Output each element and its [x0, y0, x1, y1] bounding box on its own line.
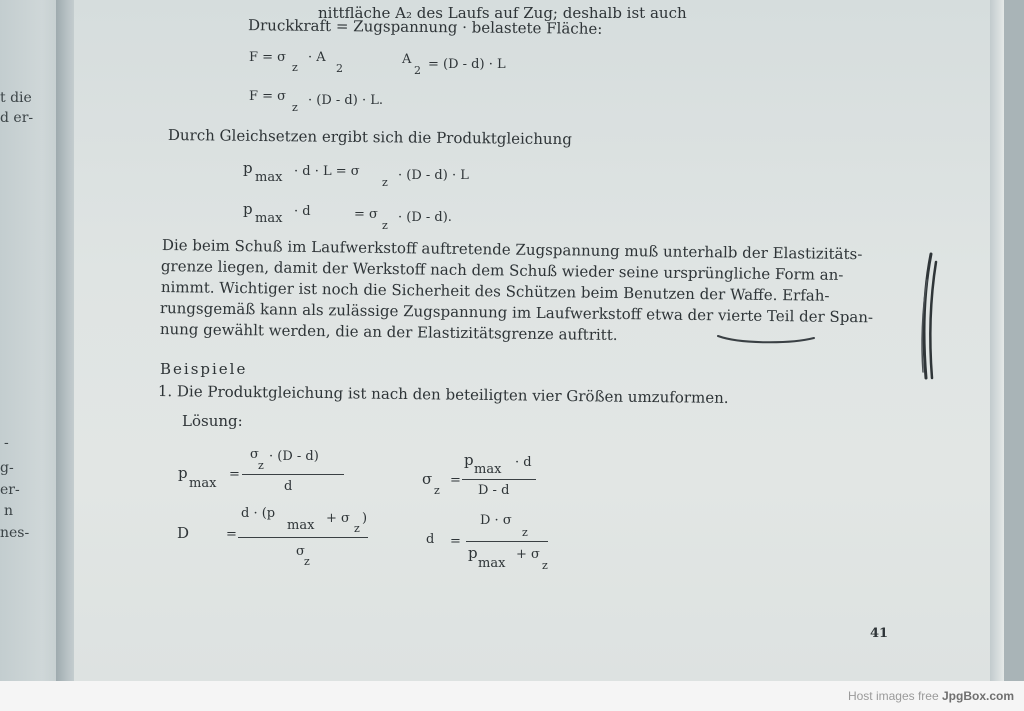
eq3-rest: · (D - d) · L [398, 168, 469, 183]
f3-num-rest-sub: z [354, 522, 360, 535]
top-line: nittfläche A₂ des Laufs auf Zug; deshalb ist auch [318, 4, 687, 22]
druckkraft-line: Druckkraft = Zugspannung · belastete Fläche: [247, 16, 603, 38]
f4-num-sub: z [522, 526, 528, 539]
paragraph-line: Die beim Schuß im Laufwerkstoff auftretende Zugspannung muß unterhalb der Elastizitäts- [161, 236, 863, 264]
f1-num-sub: z [258, 459, 264, 472]
eq3-mid: · d · L = σ [294, 164, 360, 179]
f2-lhs-sub: z [434, 484, 440, 497]
f2-num: p [464, 451, 474, 469]
f4-den-rest: + σ [516, 547, 540, 562]
eq4-p-sub: max [255, 211, 283, 226]
left-page-fragment: t die [0, 90, 32, 106]
eq2-sub: z [292, 101, 298, 114]
f2-num-rest: · d [515, 455, 532, 470]
f2-lhs: σ [422, 470, 433, 488]
eq1-left: F = σ [249, 50, 287, 65]
left-page-fragment: n [4, 503, 14, 519]
f3-num: d · (p [241, 506, 276, 521]
left-page-fragment: nes- [0, 525, 30, 541]
eq2-rest: · (D - d) · L. [308, 93, 383, 108]
f3-den-sub: z [304, 555, 310, 568]
eq1-left-rest-sub: 2 [336, 62, 343, 75]
eq2-left: F = σ [249, 89, 287, 104]
gleichsetzen-line: Durch Gleichsetzen ergibt sich die Produktgleichung [167, 126, 572, 149]
f3-lhs: D [177, 524, 190, 542]
f4-equals: = [450, 534, 461, 549]
image-host-footer [0, 681, 1024, 711]
paragraph-line: nung gewählt werden, die an der Elastizitätsgrenze auftritt. [159, 320, 618, 344]
loesung-label: Lösung: [182, 412, 243, 430]
eq1-left-rest: · A [308, 50, 326, 65]
example-item: 1. Die Produktgleichung ist nach den beteiligten vier Größen umzuformen. [157, 382, 729, 407]
eq4-eq-sub: z [382, 219, 388, 232]
eq4-p: p [243, 200, 253, 218]
section-heading: Beispiele [160, 360, 248, 378]
left-page-fragment: er- [0, 482, 20, 498]
eq3-p: p [243, 159, 253, 177]
f4-den: p [468, 544, 478, 562]
f4-den-rest-sub: z [542, 559, 548, 572]
f1-num: σ [250, 447, 259, 462]
f3-num-sub: max [287, 518, 315, 533]
left-page-fragment: g- [0, 460, 14, 476]
f3-equals: = [226, 527, 237, 542]
f4-num: D · σ [480, 513, 512, 528]
eq1-right-sub: 2 [414, 64, 421, 77]
f4-den-sub: max [478, 556, 506, 571]
eq3-mid-sub: z [382, 176, 388, 189]
f2-num-sub: max [474, 462, 502, 477]
paragraph-line: grenze liegen, damit der Werkstoff nach dem Schuß wieder seine ursprüngliche Form an- [160, 257, 844, 284]
page-number: 41 [870, 626, 889, 641]
f1-equals: = [229, 467, 240, 482]
f3-den: σ [296, 544, 305, 559]
f4-lhs: d [426, 532, 435, 547]
left-page-fragment: d er- [0, 110, 34, 126]
f3-num-rest: + σ [326, 511, 350, 526]
paragraph-line: nimmt. Wichtiger ist noch die Sicherheit des Schützen beim Benutzen der Waffe. Erfah- [160, 278, 830, 305]
eq3-p-sub: max [255, 170, 283, 185]
eq4-rest: · (D - d). [398, 210, 452, 225]
eq4-mid: · d [294, 204, 311, 219]
pencil-margin-stroke [930, 262, 936, 378]
f1-lhs-sub: max [189, 476, 217, 491]
footer-caption: Host images free [847, 689, 939, 703]
footer-brand-link[interactable]: JpgBox.com [941, 689, 1014, 703]
f3-num-close: ) [362, 511, 368, 526]
eq1-right: A [402, 52, 412, 67]
f1-den: d [284, 479, 293, 494]
pencil-underline [718, 336, 814, 342]
f1-num-rest: · (D - d) [269, 449, 319, 464]
eq4-eq: = σ [354, 207, 378, 222]
paragraph-line: rungsgemäß kann als zulässige Zugspannung im Laufwerkstoff etwa der vierte Teil der Span- [159, 299, 874, 327]
eq1-left-sub: z [292, 61, 298, 74]
footer-text [848, 689, 1014, 703]
f1-lhs: p [178, 464, 188, 482]
eq1-right-rest: = (D - d) · L [428, 57, 506, 72]
f2-equals: = [450, 473, 461, 488]
f2-den: D - d [478, 483, 510, 498]
left-page-fragment: - [4, 435, 9, 451]
